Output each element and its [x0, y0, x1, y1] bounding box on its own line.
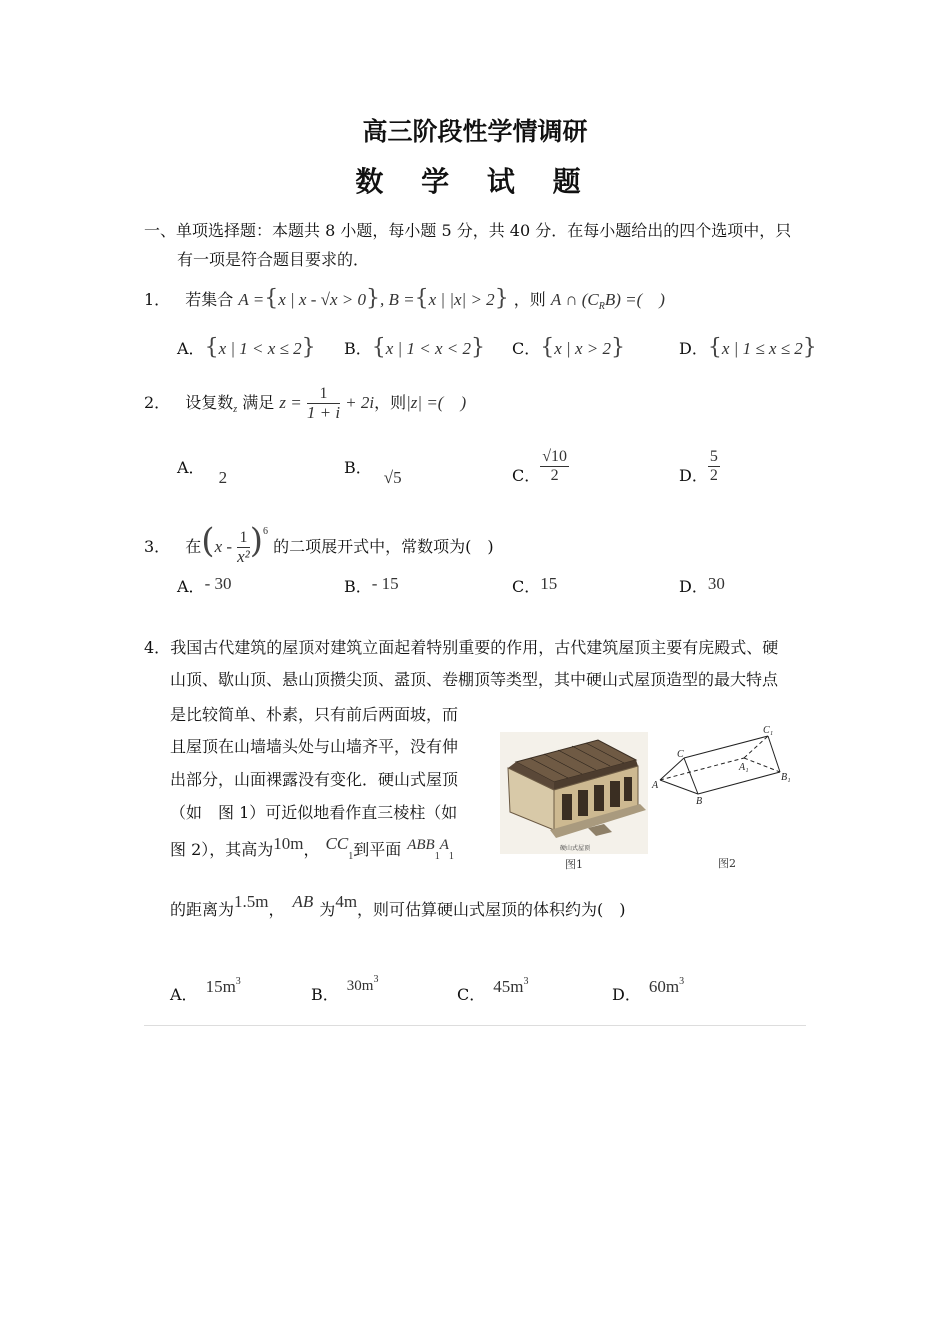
- figure-1-inner-caption: 硬山式屋顶: [560, 845, 591, 852]
- building-illustration: [500, 732, 648, 854]
- fraction-numerator: 5: [709, 448, 718, 465]
- question-2: [144, 385, 466, 428]
- question-4-line1: [144, 638, 778, 658]
- option-label: C．: [512, 339, 541, 358]
- option-label: D．: [679, 577, 708, 596]
- set-a-label: A =: [238, 290, 265, 309]
- paren-open: (: [201, 521, 215, 561]
- brace-open: {: [540, 335, 555, 360]
- option-label: A．: [177, 339, 205, 358]
- vertex-b-label: B: [696, 796, 703, 807]
- figure-1-caption: 图1: [565, 858, 583, 871]
- question-number: 4．: [144, 638, 171, 657]
- expression-term: x -: [214, 537, 233, 556]
- q3-option-c[interactable]: [512, 574, 558, 597]
- option-label: B．: [311, 985, 339, 1004]
- section-heading-line2: 有一项是符合题目要求的．: [177, 250, 370, 269]
- fraction-numerator: √10: [542, 448, 568, 465]
- question-text: 的距离为: [170, 900, 235, 919]
- brace-open: {: [264, 286, 279, 311]
- question-text: ，则可估算硬山式屋顶的体积约为( ): [357, 900, 626, 919]
- vertex-c-label: C: [677, 749, 684, 760]
- question-4-line7: [170, 834, 454, 867]
- question-text: ，则: [513, 290, 546, 309]
- question-text: ，: [303, 840, 320, 859]
- option-label: C．: [512, 577, 541, 596]
- fraction: [708, 448, 720, 485]
- question-text: 我国古代建筑的屋顶对建筑立面起着特别重要的作用，古代建筑屋顶主要有庑殿式、硬: [170, 638, 779, 657]
- expression: A ∩ (C: [550, 290, 599, 309]
- fraction-denominator: 2: [550, 467, 559, 484]
- brace-open: {: [707, 335, 722, 360]
- exam-title: 高三阶段性学情调研: [362, 117, 588, 146]
- q1-option-a[interactable]: [177, 335, 316, 360]
- vertex-a1-label: A₁: [739, 762, 749, 773]
- subscript: 1: [348, 851, 354, 862]
- plane-label: ABB: [407, 837, 435, 853]
- option-value: 15m: [205, 977, 236, 996]
- q3-option-a[interactable]: [177, 574, 232, 597]
- option-label: A．: [170, 985, 198, 1004]
- q3-option-d[interactable]: [679, 574, 725, 597]
- brace-open: {: [204, 335, 219, 360]
- fraction: [307, 385, 340, 422]
- unit-exponent: 3: [235, 976, 241, 987]
- edge-cc1: CC: [325, 834, 349, 853]
- option-label: B．: [344, 339, 372, 358]
- q1-option-c[interactable]: [512, 335, 625, 360]
- option-value: x | 1 < x ≤ 2: [218, 339, 302, 358]
- question-4-line5: 出部分，山面裸露没有变化．硬山式屋顶: [170, 770, 459, 789]
- equation-lhs: z =: [279, 393, 302, 412]
- subscript: 1: [434, 851, 440, 862]
- question-number: 1．: [144, 290, 171, 309]
- brace-open: {: [371, 335, 386, 360]
- question-number: 3．: [144, 537, 171, 556]
- option-value: 30m: [346, 978, 374, 994]
- option-label: C．: [457, 985, 486, 1004]
- option-value: - 30: [204, 574, 232, 593]
- fraction-numerator: 1: [307, 385, 340, 404]
- option-label: D．: [679, 339, 708, 358]
- q1-option-b[interactable]: [344, 335, 485, 360]
- modulus-expression: |z| =( ): [406, 393, 467, 412]
- option-value: 30: [707, 574, 725, 593]
- expression-end: B) =( ): [604, 290, 665, 309]
- question-4-line8: [170, 892, 626, 920]
- height-value: 10m: [273, 834, 304, 853]
- option-value: 60m: [648, 977, 680, 996]
- question-text: 为: [319, 900, 336, 919]
- vertex-b1-label: B₁: [781, 772, 791, 783]
- question-text: 在: [185, 537, 202, 556]
- subscript: R: [598, 301, 605, 312]
- option-value: √5: [383, 468, 402, 487]
- set-b-body: x | |x| > 2: [428, 290, 495, 309]
- question-text: ，则: [374, 393, 407, 412]
- figure-2-prism: [650, 720, 800, 820]
- option-value: 2: [218, 468, 228, 487]
- q4-option-d[interactable]: [612, 976, 685, 1005]
- vertex-c1-label: C₁: [763, 725, 774, 736]
- edge-ab: AB: [292, 892, 314, 911]
- question-3: [144, 512, 494, 567]
- option-label: C．: [512, 466, 541, 485]
- q2-option-a[interactable]: [177, 458, 228, 487]
- vertex-a-label: A: [652, 780, 659, 791]
- option-label: B．: [344, 577, 372, 596]
- brace-close: }: [365, 286, 380, 311]
- length-value: 4m: [335, 892, 358, 911]
- option-value: 15: [540, 574, 558, 593]
- prism-diagram: [650, 720, 800, 820]
- q4-option-b[interactable]: [311, 974, 379, 1006]
- q4-option-c[interactable]: [457, 976, 529, 1005]
- figure-1-building: [500, 732, 648, 854]
- q1-option-d[interactable]: [679, 335, 817, 360]
- fraction-denominator: 2: [709, 467, 718, 484]
- set-a-body: x | x - √x > 0: [278, 290, 366, 309]
- question-text: 到平面: [353, 840, 402, 859]
- distance-value: 1.5m: [234, 892, 269, 911]
- q3-option-b[interactable]: [344, 574, 399, 597]
- question-text: 图 2），其高为: [170, 840, 274, 859]
- fraction-numerator: 1: [237, 529, 250, 548]
- plane-label: A: [439, 837, 449, 853]
- section-heading-line1: 一、单项选择题：本题共 8 小题，每小题 5 分，共 40 分．在每小题给出的四个选项中，只: [144, 221, 792, 240]
- variable-z: z: [233, 404, 238, 415]
- question-text: ，: [268, 900, 285, 919]
- q4-option-a[interactable]: [170, 976, 241, 1005]
- brace-close: }: [802, 335, 817, 360]
- unit-exponent: 3: [373, 974, 379, 985]
- option-label: A．: [177, 458, 205, 477]
- option-value: x | 1 < x < 2: [385, 339, 471, 358]
- question-4-line6: （如 图 1）可近似地看作直三棱柱（如: [170, 803, 458, 822]
- question-1: [144, 286, 665, 317]
- fraction-denominator: x²: [237, 547, 250, 566]
- question-text: 设复数: [185, 393, 234, 412]
- option-label: D．: [679, 466, 708, 485]
- option-value: - 15: [371, 574, 399, 593]
- fraction: [237, 529, 250, 566]
- subscript: 1: [448, 851, 454, 862]
- fraction: [540, 448, 569, 485]
- question-number: 2．: [144, 393, 171, 412]
- q2-option-b[interactable]: [344, 458, 402, 487]
- equation-term: + 2i: [345, 393, 375, 412]
- q2-option-d[interactable]: [679, 448, 720, 485]
- exponent: 6: [263, 526, 269, 537]
- option-value: 45m: [493, 977, 524, 996]
- unit-exponent: 3: [523, 976, 529, 987]
- option-label: A．: [177, 577, 205, 596]
- question-4-line4: 且屋顶在山墙墙头处与山墙齐平，没有伸: [170, 737, 459, 756]
- option-label: D．: [612, 985, 641, 1004]
- question-4-line2: 山顶、歇山顶、悬山顶攒尖顶、盝顶、卷棚顶等类型，其中硬山式屋顶造型的最大特点: [170, 670, 779, 689]
- question-text: 满足: [242, 393, 275, 412]
- option-value: x | 1 ≤ x ≤ 2: [721, 339, 803, 358]
- page-divider: [144, 1025, 806, 1026]
- question-text: 若集合: [185, 290, 234, 309]
- question-text: 的二项展开式中，常数项为( ): [273, 537, 494, 556]
- unit-exponent: 3: [679, 976, 685, 987]
- exam-subtitle: 数 学 试 题: [355, 165, 595, 198]
- figure-2-caption: 图2: [718, 857, 736, 870]
- paren-close: ): [249, 521, 264, 561]
- brace-close: }: [611, 335, 625, 360]
- brace-open: {: [414, 286, 429, 311]
- brace-close: }: [301, 335, 316, 360]
- option-value: x | x > 2: [554, 339, 611, 358]
- brace-close: }: [494, 286, 509, 311]
- brace-close: }: [470, 335, 485, 360]
- question-4-line3: 是比较简单、朴素，只有前后两面坡，而: [170, 705, 459, 724]
- set-b-label: , B =: [379, 290, 415, 309]
- q2-option-c[interactable]: [512, 448, 569, 485]
- option-label: B．: [344, 458, 372, 477]
- fraction-denominator: 1 + i: [306, 403, 341, 422]
